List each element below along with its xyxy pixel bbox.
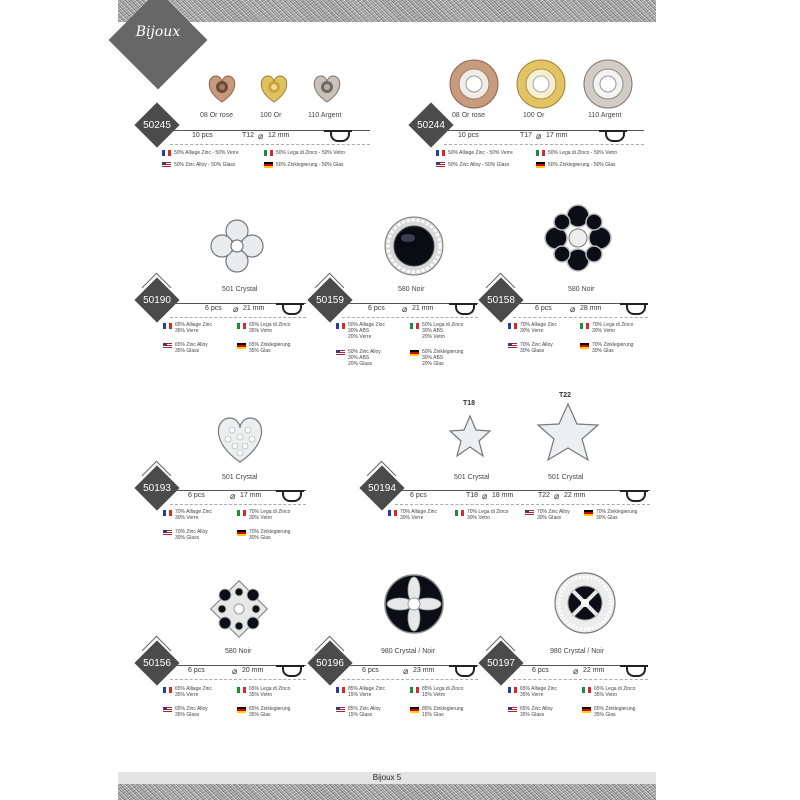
diameter-icon: ⌀ bbox=[232, 666, 238, 676]
variant-label: 980 Crystal / Noir bbox=[550, 648, 605, 655]
variant-label: 580 Noir bbox=[398, 286, 425, 293]
composition-en: 65% Zinc Alloy 35% Glass bbox=[175, 706, 208, 718]
spec-diameter: 23 mm bbox=[413, 667, 435, 674]
product-code: 50245 bbox=[143, 120, 171, 131]
flag-us-icon bbox=[336, 707, 345, 713]
composition-de: 70% Zinklegierung 30% Glas bbox=[592, 342, 634, 354]
variant-label: 100 Or bbox=[523, 112, 545, 119]
composition-it: 85% Lega di Zinco 15% Vetro bbox=[422, 686, 464, 698]
flag-us-icon bbox=[163, 530, 172, 536]
product-code: 50190 bbox=[143, 295, 171, 306]
shank-icon bbox=[626, 492, 646, 502]
flag-de-icon bbox=[237, 343, 246, 349]
composition-de: 65% Zinklegierung 35% Glas bbox=[594, 706, 636, 718]
spec-pieces: 6 pcs bbox=[532, 667, 549, 674]
spec-rule-dashed bbox=[170, 317, 306, 318]
product-code: 50156 bbox=[143, 658, 171, 669]
product-image-50193 bbox=[212, 414, 268, 466]
flag-it-icon bbox=[237, 687, 246, 693]
variant-label: 580 Noir bbox=[568, 286, 595, 293]
shank-icon bbox=[282, 667, 302, 677]
flag-de-icon bbox=[264, 162, 273, 168]
spec-diameter: 17 mm bbox=[240, 492, 262, 499]
size-label: T18 bbox=[463, 400, 476, 407]
variant-label: 501 Crystal bbox=[548, 474, 584, 481]
composition-fr: 50% Alliage Zinc - 50% Verre bbox=[174, 150, 239, 156]
diameter-icon: ⌀ bbox=[233, 304, 239, 314]
spec-rule-dashed bbox=[395, 504, 650, 505]
composition-de: 70% Zinklegierung 30% Glas bbox=[596, 509, 638, 521]
spec-diameter: 18 mm bbox=[492, 492, 514, 499]
diameter-icon: ⌀ bbox=[402, 304, 408, 314]
flag-it-icon bbox=[455, 510, 464, 516]
spec-pieces: 6 pcs bbox=[188, 492, 205, 499]
composition-de: 85% Zinklegierung 15% Glas bbox=[422, 706, 464, 718]
flag-de-icon bbox=[582, 707, 591, 713]
flag-de-icon bbox=[410, 350, 419, 356]
composition-fr: 70% Alliage Zinc 30% Verre bbox=[520, 322, 557, 334]
composition-fr: 50% Alliage Zinc - 50% Verre bbox=[448, 150, 513, 156]
composition-fr: 65% Alliage Zinc 35% Verre bbox=[175, 322, 212, 334]
spec-size: T17 bbox=[520, 132, 533, 139]
flag-fr-icon bbox=[336, 687, 345, 693]
spec-rule-dashed bbox=[513, 679, 648, 680]
flag-us-icon bbox=[336, 350, 345, 356]
spec-rule bbox=[395, 490, 650, 491]
spec-diameter: 28 mm bbox=[580, 305, 602, 312]
shank-icon bbox=[282, 305, 302, 315]
spec-size: T22 bbox=[538, 492, 551, 499]
spec-rule-dashed bbox=[342, 679, 478, 680]
shank-icon bbox=[455, 667, 475, 677]
shank-icon bbox=[282, 492, 302, 502]
composition-it: 65% Lega di Zinco 35% Vetro bbox=[249, 686, 291, 698]
spec-rule-dashed bbox=[444, 144, 644, 145]
flag-de-icon bbox=[536, 162, 545, 168]
flag-us-icon bbox=[525, 510, 534, 516]
flag-us-icon bbox=[163, 707, 172, 713]
diameter-icon: ⌀ bbox=[482, 491, 488, 501]
composition-it: 70% Lega di Zinco 30% Vetro bbox=[592, 322, 634, 334]
composition-de: 65% Zinklegierung 35% Glas bbox=[249, 342, 291, 354]
page-footer-label: Bijoux 5 bbox=[372, 773, 402, 782]
variant-label: 501 Crystal bbox=[454, 474, 490, 481]
composition-en: 70% Zinc Alloy 30% Glass bbox=[175, 529, 208, 541]
spec-pieces: 6 pcs bbox=[410, 492, 427, 499]
flag-de-icon bbox=[237, 707, 246, 713]
product-image-50159 bbox=[382, 214, 446, 278]
diameter-icon: ⌀ bbox=[573, 666, 579, 676]
logo-text: Bijoux bbox=[135, 24, 181, 40]
product-image-50196 bbox=[382, 572, 446, 636]
spec-pieces: 6 pcs bbox=[205, 305, 222, 312]
shank-icon bbox=[605, 132, 625, 142]
variant-label: 980 Crystal / Noir bbox=[381, 648, 436, 655]
spec-pieces: 10 pcs bbox=[192, 132, 213, 139]
variant-label: 110 Argent bbox=[308, 112, 342, 119]
spec-diameter: 21 mm bbox=[243, 305, 265, 312]
flag-de-icon bbox=[237, 530, 246, 536]
product-image-50194 bbox=[440, 402, 610, 468]
composition-it: 65% Lega di Zinco 35% Vetro bbox=[249, 322, 291, 334]
composition-it: 50% Lega di Zinco - 50% Vetro bbox=[276, 150, 345, 156]
flag-fr-icon bbox=[336, 323, 345, 329]
product-code: 50197 bbox=[487, 658, 515, 669]
spec-pieces: 6 pcs bbox=[362, 667, 379, 674]
composition-de: 50% Zinklegierung - 50% Glas bbox=[276, 162, 344, 168]
spec-pieces: 6 pcs bbox=[188, 667, 205, 674]
composition-it: 50% Lega di Zinco - 50% Vetro bbox=[548, 150, 617, 156]
product-image-50197 bbox=[552, 570, 618, 636]
spec-rule-dashed bbox=[342, 317, 478, 318]
flag-fr-icon bbox=[508, 323, 517, 329]
flag-it-icon bbox=[237, 510, 246, 516]
spec-pieces: 6 pcs bbox=[368, 305, 385, 312]
product-image-50158 bbox=[540, 200, 616, 276]
variant-label: 501 Crystal bbox=[222, 286, 258, 293]
variant-label: 100 Or bbox=[260, 112, 282, 119]
flag-fr-icon bbox=[163, 510, 172, 516]
flag-fr-icon bbox=[162, 150, 171, 156]
spec-size: T18 bbox=[466, 492, 479, 499]
composition-fr: 85% Alliage Zinc 15% Verre bbox=[348, 686, 385, 698]
composition-fr: 70% Alliage Zinc 30% Verre bbox=[175, 509, 212, 521]
flag-it-icon bbox=[410, 323, 419, 329]
product-code: 50244 bbox=[417, 120, 445, 131]
composition-de: 70% Zinklegierung 30% Glas bbox=[249, 529, 291, 541]
spec-pieces: 10 pcs bbox=[458, 132, 479, 139]
composition-fr: 65% Alliage Zinc 35% Verre bbox=[175, 686, 212, 698]
spec-diameter: 22 mm bbox=[583, 667, 605, 674]
composition-fr: 65% Alliage Zinc 35% Verre bbox=[520, 686, 557, 698]
flag-de-icon bbox=[584, 510, 593, 516]
spec-rule-dashed bbox=[170, 504, 306, 505]
flag-fr-icon bbox=[163, 323, 172, 329]
flag-it-icon bbox=[237, 323, 246, 329]
product-image-50190 bbox=[205, 214, 269, 278]
variant-label: 580 Noir bbox=[225, 648, 252, 655]
flag-it-icon bbox=[536, 150, 545, 156]
variant-label: 08 Or rose bbox=[452, 112, 486, 119]
flag-it-icon bbox=[582, 687, 591, 693]
product-code: 50193 bbox=[143, 483, 171, 494]
product-code: 50159 bbox=[316, 295, 344, 306]
composition-en: 85% Zinc Alloy 15% Glass bbox=[348, 706, 381, 718]
composition-it: 70% Lega di Zinco 30% Vetro bbox=[467, 509, 509, 521]
composition-en: 50% Zinc Alloy - 50% Glass bbox=[174, 162, 236, 168]
composition-de: 65% Zinklegierung 35% Glas bbox=[249, 706, 291, 718]
composition-en: 70% Zinc Alloy 30% Glass bbox=[537, 509, 570, 521]
glitter-bottom-band bbox=[118, 784, 656, 800]
spec-diameter: 22 mm bbox=[564, 492, 586, 499]
flag-us-icon bbox=[163, 343, 172, 349]
diameter-icon: ⌀ bbox=[536, 131, 542, 141]
flag-it-icon bbox=[580, 323, 589, 329]
composition-en: 50% Zinc Alloy - 50% Glass bbox=[448, 162, 510, 168]
glitter-top-band bbox=[118, 0, 656, 22]
flag-de-icon bbox=[410, 707, 419, 713]
composition-en: 70% Zinc Alloy 30% Glass bbox=[520, 342, 553, 354]
flag-us-icon bbox=[162, 162, 171, 168]
composition-de: 50% Zinklegierung - 50% Glas bbox=[548, 162, 616, 168]
spec-diameter: 20 mm bbox=[242, 667, 264, 674]
flag-de-icon bbox=[580, 343, 589, 349]
product-code: 50194 bbox=[368, 483, 396, 494]
spec-rule-dashed bbox=[170, 679, 306, 680]
flag-it-icon bbox=[264, 150, 273, 156]
flag-us-icon bbox=[436, 162, 445, 168]
shank-icon bbox=[626, 305, 646, 315]
product-code: 50196 bbox=[316, 658, 344, 669]
diameter-icon: ⌀ bbox=[230, 491, 236, 501]
spec-size: T12 bbox=[242, 132, 255, 139]
shank-icon bbox=[626, 667, 646, 677]
spec-diameter: 21 mm bbox=[412, 305, 434, 312]
composition-fr: 50% Alliage Zinc 30% ABS 20% Verre bbox=[348, 322, 385, 340]
flag-it-icon bbox=[410, 687, 419, 693]
composition-it: 70% Lega di Zinco 30% Vetro bbox=[249, 509, 291, 521]
flag-fr-icon bbox=[508, 687, 517, 693]
product-code: 50158 bbox=[487, 295, 515, 306]
product-image-50244 bbox=[448, 56, 638, 112]
flag-fr-icon bbox=[436, 150, 445, 156]
composition-en: 65% Zinc Alloy 35% Glass bbox=[520, 706, 553, 718]
composition-fr: 70% Alliage Zinc 30% Verre bbox=[400, 509, 437, 521]
flag-us-icon bbox=[508, 707, 517, 713]
diameter-icon: ⌀ bbox=[554, 491, 560, 501]
composition-en: 65% Zinc Alloy 35% Glass bbox=[175, 342, 208, 354]
spec-pieces: 6 pcs bbox=[535, 305, 552, 312]
spec-rule-dashed bbox=[170, 144, 370, 145]
size-label: T22 bbox=[559, 392, 572, 399]
variant-label: 501 Crystal bbox=[222, 474, 258, 481]
spec-diameter: 17 mm bbox=[546, 132, 568, 139]
variant-label: 08 Or rose bbox=[200, 112, 234, 119]
spec-rule-dashed bbox=[513, 317, 648, 318]
shank-icon bbox=[455, 305, 475, 315]
diameter-icon: ⌀ bbox=[403, 666, 409, 676]
diameter-icon: ⌀ bbox=[570, 304, 576, 314]
composition-de: 50% Zinklegierung 30% ABS 20% Glas bbox=[422, 349, 464, 367]
variant-label: 110 Argent bbox=[588, 112, 622, 119]
composition-it: 50% Lega di Zinco 30% ABS 20% Vetro bbox=[422, 322, 464, 340]
composition-it: 65% Lega di Zinco 35% Vetro bbox=[594, 686, 636, 698]
flag-fr-icon bbox=[388, 510, 397, 516]
flag-us-icon bbox=[508, 343, 517, 349]
spec-diameter: 12 mm bbox=[268, 132, 290, 139]
composition-en: 50% Zinc Alloy 30% ABS 20% Glass bbox=[348, 349, 381, 367]
flag-fr-icon bbox=[163, 687, 172, 693]
product-image-50156 bbox=[208, 578, 270, 640]
product-image-50245 bbox=[200, 70, 350, 110]
diameter-icon: ⌀ bbox=[258, 131, 264, 141]
shank-icon bbox=[330, 132, 350, 142]
